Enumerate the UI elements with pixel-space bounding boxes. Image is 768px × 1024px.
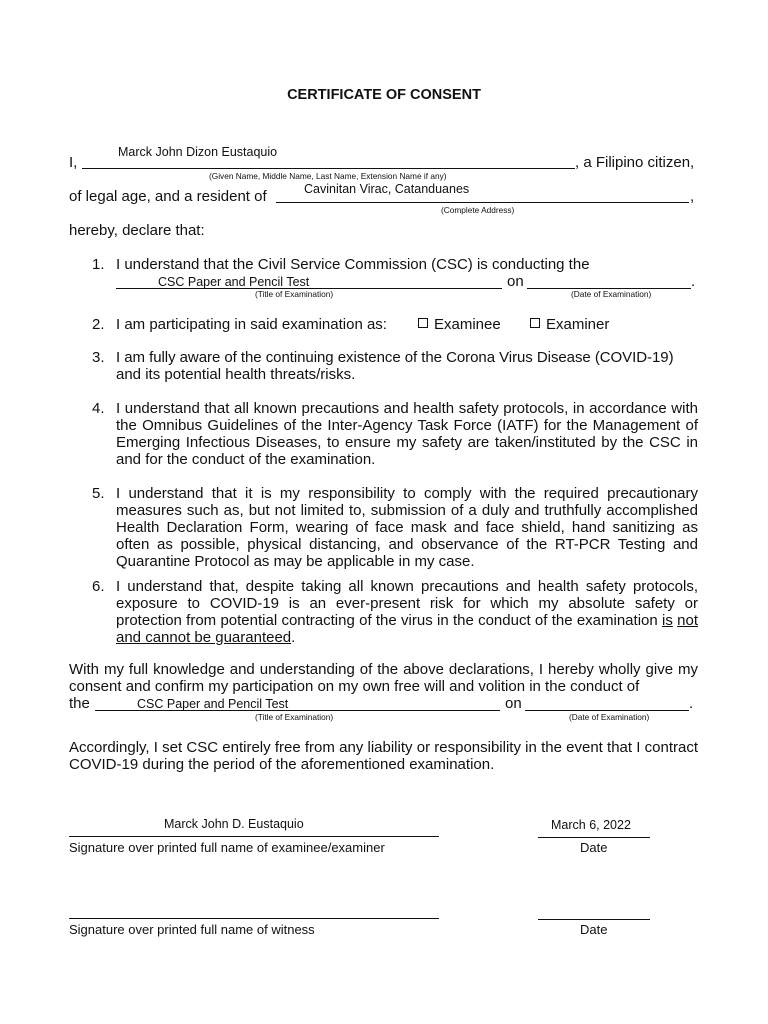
item-5-text: I understand that it is my responsibility to comply with the required precautionary measures such as, but not limited to, submission of a duly and truthfully accomplished Health Declaration Form, wearing of face mask and face shield, hand sanitizing as often as possible, physical distancing, and observance of the RT-PCR Testing and Quarantine Protocol as may be applicable in my case. [116, 485, 698, 570]
examinee-printed-name: Marck John D. Eustaquio [164, 817, 304, 831]
consent-the: the [69, 695, 90, 712]
item-6-number: 6. [92, 578, 105, 595]
item-1-exam-value: CSC Paper and Pencil Test [158, 275, 310, 289]
item-6-guarantee: not and cannot be guaranteed [116, 612, 699, 646]
witness-signature-line [69, 918, 439, 919]
item-4-text: I understand that all known precautions and health safety protocols, in accordance with the Omnibus Guidelines of the Inter-Agency Task Force (IATF) for the Management of Emerging Infectious Diseases, to ensure my safety are taken/instituted by the CSC in and for the conduct of the examination. [116, 400, 698, 468]
i-label: I, [69, 154, 78, 171]
address-line [276, 202, 689, 203]
examinee-date-label: Date [580, 840, 608, 855]
name-line [82, 168, 575, 169]
item-1-number: 1. [92, 256, 105, 273]
witness-date-line [538, 919, 650, 920]
document-title: CERTIFICATE OF CONSENT [287, 87, 481, 103]
item-1-on: on [507, 273, 524, 290]
item-6-text: I understand that, despite taking all known precautions and health safety protocols, exposure to COVID-19 is an ever-present risk for which my absolute safety or protection from potential contracting of the virus in the conduct of the examination [116, 578, 698, 629]
item-1-period: . [691, 273, 696, 290]
item-2-text: I am participating in said examination as: [116, 316, 387, 333]
witness-signature-caption: Signature over printed full name of witness [69, 922, 315, 937]
examinee-date-line [538, 837, 650, 838]
address-comma: , [690, 188, 695, 205]
witness-date-label: Date [580, 922, 608, 937]
consent-title-caption: (Title of Examination) [255, 712, 334, 722]
consent-exam-value: CSC Paper and Pencil Test [137, 697, 289, 711]
item-4-number: 4. [92, 400, 105, 417]
address-caption: (Complete Address) [441, 205, 515, 215]
consent-text: With my full knowledge and understanding of the above declarations, I hereby wholly give my consent and confirm my participation on my own free will and volition in the conduct of [69, 661, 698, 695]
examinee-option[interactable] [418, 316, 501, 333]
name-caption: (Given Name, Middle Name, Last Name, Extension Name if any) [209, 171, 447, 181]
item-1-date-caption: (Date of Examination) [571, 289, 652, 299]
examinee-signature-line [69, 836, 439, 837]
filipino-citizen-text: , a Filipino citizen, [575, 154, 695, 171]
item-3-line-1: I am fully aware of the continuing existence of the Corona Virus Disease (COVID-19) [116, 349, 674, 366]
item-6-is: is [662, 612, 673, 629]
item-1-text: I understand that the Civil Service Commission (CSC) is conducting the [116, 256, 590, 273]
consent-period: . [689, 695, 694, 712]
item-3-line-2: and its potential health threats/risks. [116, 366, 356, 383]
declare-text: hereby, declare that: [69, 222, 205, 239]
liability-text: Accordingly, I set CSC entirely free from any liability or responsibility in the event that I contract COVID-19 during the period of the aforementioned examination. [69, 739, 698, 773]
item-6-paragraph [116, 578, 698, 646]
resident-label: of legal age, and a resident of [69, 188, 267, 205]
item-2-number: 2. [92, 316, 105, 333]
item-6-end: . [291, 629, 296, 646]
examinee-signature-caption: Signature over printed full name of examinee/examiner [69, 840, 385, 855]
examiner-checkbox[interactable] [530, 318, 540, 328]
consent-on: on [505, 695, 522, 712]
examinee-date-value: March 6, 2022 [551, 818, 631, 832]
examinee-label: Examinee [434, 316, 501, 333]
item-1-title-caption: (Title of Examination) [255, 289, 334, 299]
examiner-label: Examiner [546, 316, 610, 333]
examinee-checkbox[interactable] [418, 318, 428, 328]
consent-date-caption: (Date of Examination) [569, 712, 650, 722]
item-5-number: 5. [92, 485, 105, 502]
address-value: Cavinitan Virac, Catanduanes [304, 182, 470, 196]
full-name-value: Marck John Dizon Eustaquio [118, 145, 278, 159]
examiner-option[interactable] [530, 316, 609, 333]
consent-date-line [525, 710, 689, 711]
item-3-number: 3. [92, 349, 105, 366]
